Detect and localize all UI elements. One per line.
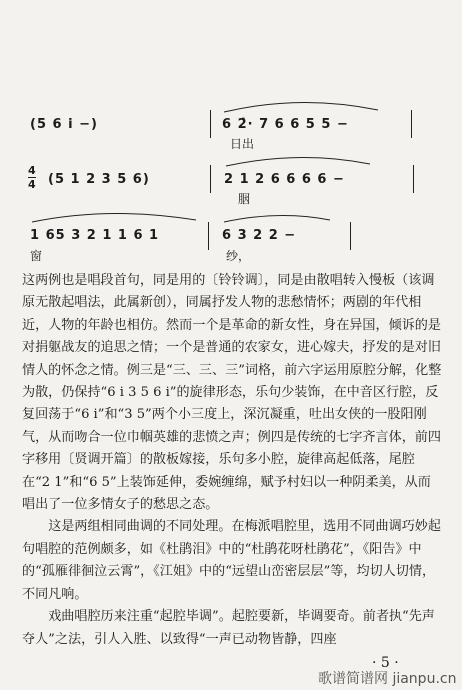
- page-number: · 5 ·: [372, 655, 399, 671]
- score-line1-prelude: (5 6 i −): [30, 117, 98, 132]
- paragraph-3: 戏曲唱腔历来注重“起腔毕调”。起腔要新，毕调要奇。前者执“先声夺人”之法，引人入胜、以致得“一声已动物皆静，四座: [22, 609, 435, 647]
- score-line2-melody: 2 1 2 6 6 6 6 −: [224, 172, 345, 187]
- lyric-line3-left: 窗: [30, 249, 43, 263]
- slur-marks: [0, 0, 462, 270]
- lyric-line3-right: 纱，: [226, 249, 251, 263]
- slur-arc: [226, 157, 370, 166]
- slur-arc: [224, 102, 378, 112]
- slur-arc: [32, 213, 196, 222]
- slur-arc: [224, 215, 330, 222]
- lyric-line2: 胭: [238, 192, 251, 206]
- score-line3-phrase1: 1 65 3 2 1 1 6 1: [30, 228, 160, 243]
- paragraph-1: 这两例也是唱段首句，同是用的〔铃铃调〕，同是由散唱转入慢板（该调原无散起唱法，此属新创），同属抒发人物的悲愁情怀；两剧的年代相近，人物的年龄也相仿。然而一个是革命的新女性，身在异国，倾诉的是对捐躯战友的追思之情；一个是普通的农家女，进心嫁夫，抒发的是对旧情人的怀念之情。例三是“三、三、三”词格，前六字运用原腔分解，化整为散，仍保持“6 i 3 5 6 i”的旋律形态，乐句少装饰，在中音区行腔，反复回荡于“6 i”和“3 5”两个小三度上，深沉凝重，吐出女侠的一股阳刚气，从而吻合一位巾帼英雄的悲愤之声；例四是传统的七字齐言体，前四字移用〔贤调开篇〕的散板嫁接，乐句多小腔，旋律高起低落，尾腔在“2 1”和“6 5”上装饰延伸，委婉缠绵，赋予村妇以一种阴柔美，从而唱出了一位多情女子的愁思之态。: [22, 273, 442, 513]
- time-signature-bottom: 4: [28, 178, 36, 191]
- watermark: 歌谱简谱网 jianpu.cn: [318, 671, 457, 687]
- time-signature-top: 4: [28, 164, 36, 177]
- body-text: [22, 270, 442, 651]
- paragraph-2: 这是两组相同曲调的不同处理。在梅派唱腔里，选用不同曲调巧妙起句唱腔的范例颇多，如《杜鹃泪》中的“杜鹃花呀杜鹃花”，《阳告》中的“孤雁徘徊泣云霄”，《江姐》中的“远望山峦密层层”等，均切人切情，不同凡响。: [22, 519, 441, 602]
- lyric-line1: 日出: [230, 137, 255, 151]
- score-line2-prelude: (5 1 2 3 5 6): [48, 172, 150, 187]
- score-line3-phrase2: 6 3 2 2 −: [222, 228, 297, 243]
- score-line1-melody: 6 2̇· 7 6 6 5 5 −: [222, 117, 349, 132]
